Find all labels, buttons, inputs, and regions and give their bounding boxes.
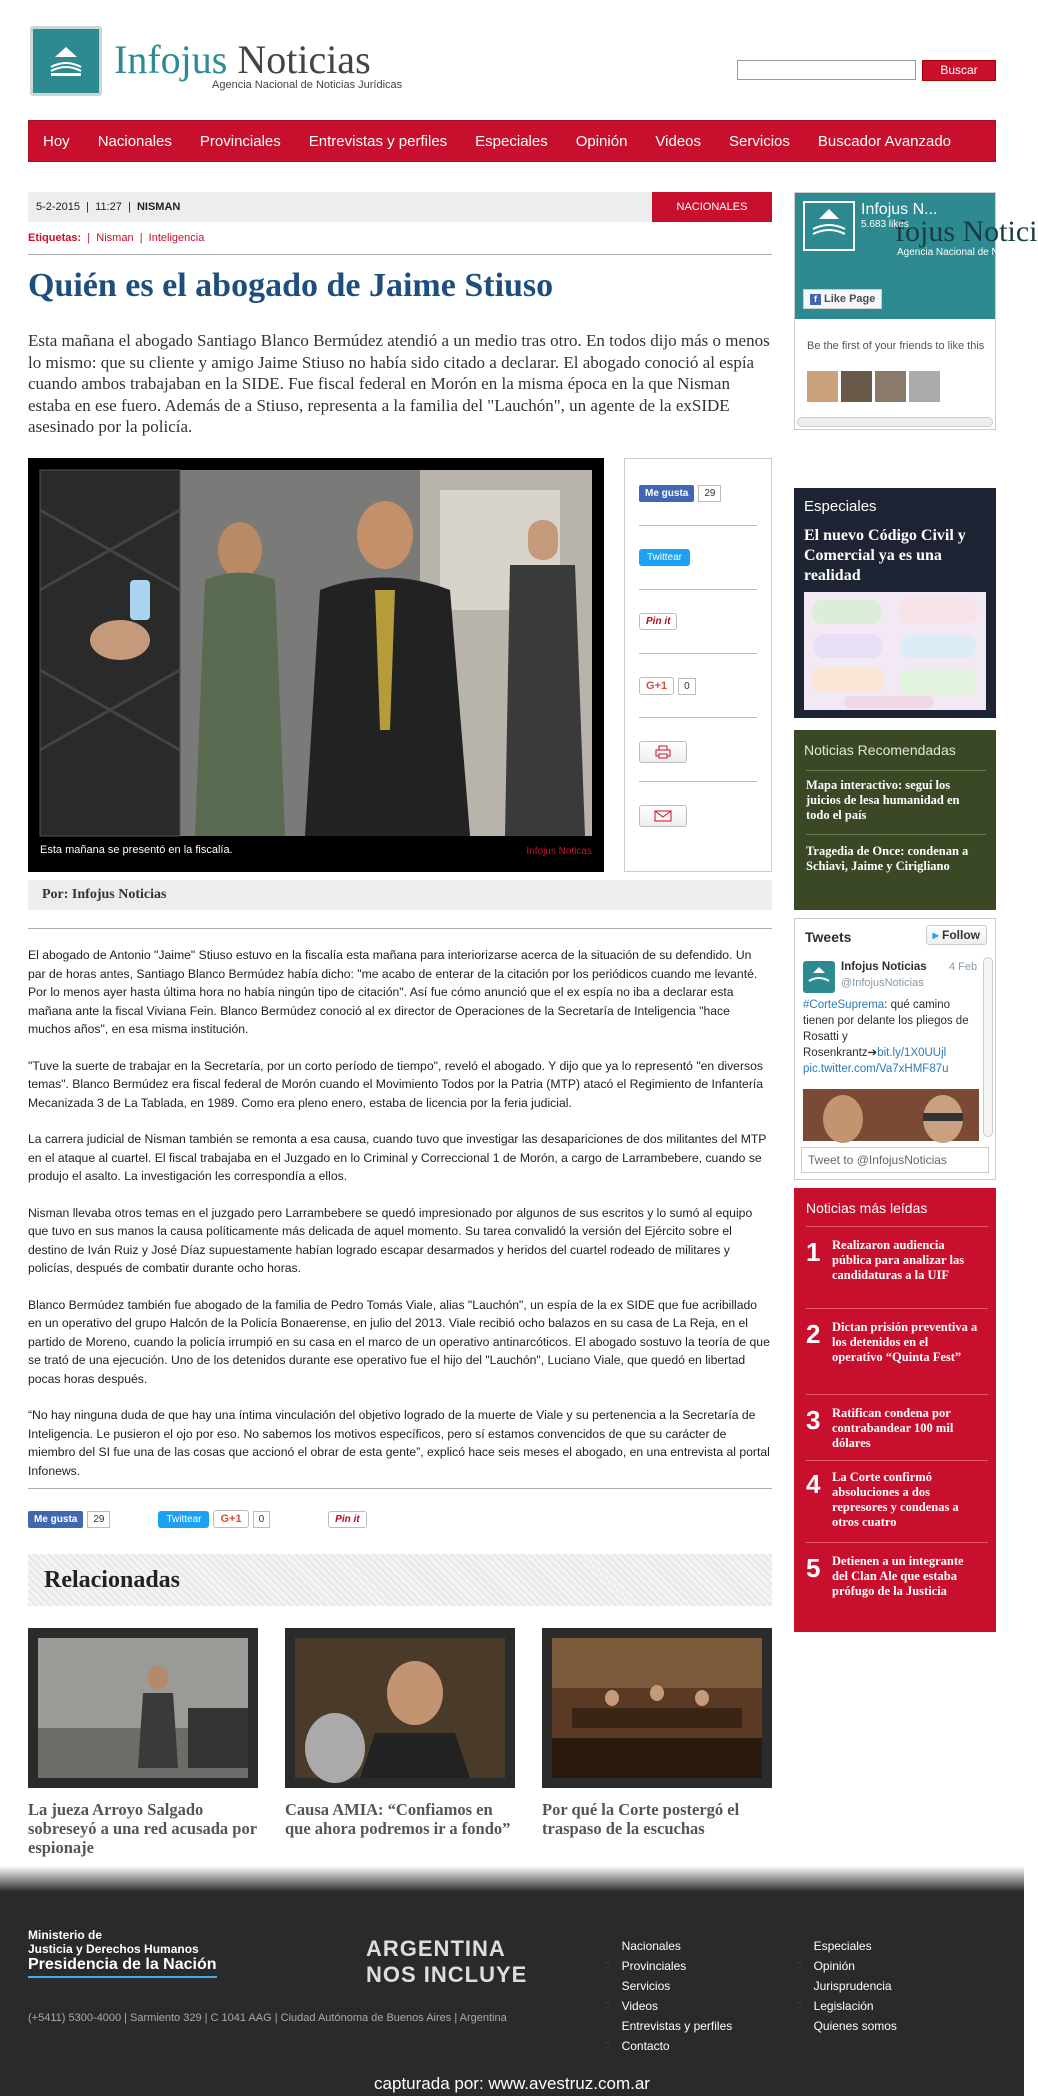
pinterest-button[interactable]: Pin it: [639, 613, 677, 630]
most-read-widget: [794, 1188, 996, 1632]
especiales-headline[interactable]: El nuevo Código Civil y Comercial ya es una realidad: [804, 527, 966, 584]
divider: [806, 1226, 988, 1227]
divider: [639, 781, 757, 782]
article-photo[interactable]: [40, 470, 592, 836]
footer-link[interactable]: [796, 1956, 897, 1976]
twitter-widget-title: Tweets: [805, 929, 852, 945]
nav-item[interactable]: Especiales: [475, 132, 548, 150]
photo-caption: Esta mañana se presentó en la fiscalía.: [40, 844, 233, 856]
bullet-icon: ::: [796, 1980, 802, 1991]
nav-item[interactable]: Servicios: [729, 132, 790, 150]
photo-credit: Infojus Noticas: [526, 846, 592, 857]
article-paragraph: La carrera judicial de Nisman también se remonta a esa causa, cuando tuvo que investigar las desapariciones de dos militantes del MTP en el ataque al cuartel. El fiscal trabajaba en el Juzgado en lo Criminal y Correccional 1 de Morón, a cargo de Larrambebere, cuando se produjo el asalto. La investigación les correspondía a ellos.: [28, 1132, 767, 1183]
nav-item[interactable]: Buscador Avanzado: [817, 132, 952, 150]
ministry-logo[interactable]: [28, 1928, 199, 1956]
bullet-icon: ::: [796, 2000, 802, 2011]
fan-avatar[interactable]: [841, 371, 872, 402]
print-button[interactable]: [639, 741, 687, 763]
most-read-title: Noticias más leídas: [806, 1200, 928, 1216]
facebook-page-likes: 5.683 likes: [861, 219, 909, 230]
ministry-line: Justicia y Derechos Humanos: [28, 1942, 199, 1956]
google-plus-button[interactable]: G+1: [213, 1510, 248, 1528]
tweet-photo[interactable]: [803, 1089, 979, 1141]
tweet-avatar[interactable]: [803, 961, 835, 993]
footer-link[interactable]: [796, 1936, 897, 1956]
fan-avatar[interactable]: [807, 371, 838, 402]
most-read-rank: 4: [806, 1469, 821, 1499]
nav-item[interactable]: Provinciales: [199, 132, 281, 150]
envelope-icon: [654, 810, 672, 822]
related-title[interactable]: La jueza Arroyo Salgado sobreseyó a una red acusada por espionaje: [28, 1800, 257, 1857]
facebook-cover-subtitle: Agencia Nacional de Notic: [897, 247, 1015, 258]
related-item[interactable]: [285, 1628, 515, 1838]
bullet-icon: ::: [604, 1960, 610, 1971]
article-tags: Etiquetas: | Nisman | Inteligencia: [28, 232, 205, 244]
footer-link-label: Entrevistas y perfiles: [621, 2019, 733, 2033]
footer-link[interactable]: [796, 1996, 897, 2016]
nav-item[interactable]: Opinión: [575, 132, 628, 150]
footer-link-label: Servicios: [621, 1979, 671, 1993]
fan-avatar[interactable]: [875, 371, 906, 402]
divider: [806, 1308, 988, 1309]
email-share: [639, 805, 687, 827]
nav-item[interactable]: Entrevistas y perfiles: [308, 132, 448, 150]
google-plus-count: 0: [678, 678, 696, 695]
article-paragraph: “No hay ninguna duda de que hay una íntima vinculación del objetivo logrado de la muerte de Viale y su pertenencia a la Secretaría de Inteligencia. Le pusieron el ojo por eso. No sabemos los motivos específicos, pero sí estamos convencidos de que su carácter de miembro del SI fue una de las cosas que accionó el obrar de esta gente”, explicó hace seis meses el abogado, en una entrevista al portal Infonews.: [28, 1408, 770, 1478]
facebook-page-name[interactable]: Infojus N...: [861, 201, 938, 218]
divider: [639, 525, 757, 526]
argentina-line: ARGENTINA: [366, 1936, 506, 1961]
tweet-body: : qué camino tienen por delante los pliegos de Rosatti y Rosenkrantz➔: [803, 999, 969, 1059]
twitter-bird-icon: ▸: [932, 928, 939, 942]
most-read-item[interactable]: [806, 1238, 988, 1283]
bullet-icon: ::: [796, 1960, 802, 1971]
tweet-link[interactable]: bit.ly/1X0UUjl: [877, 1047, 947, 1059]
footer-link-label: Nacionales: [621, 1939, 681, 1953]
nav-item[interactable]: Videos: [655, 132, 702, 150]
site-logo[interactable]: [30, 26, 102, 96]
facebook-icon: f: [810, 294, 821, 305]
facebook-cover[interactable]: [795, 193, 1038, 319]
twitter-follow-button[interactable]: [926, 925, 987, 945]
facebook-page-widget: [794, 192, 1038, 430]
article-kicker: NISMAN: [136, 201, 181, 213]
especiales-title: Especiales: [804, 498, 877, 515]
footer-gradient: [0, 1866, 1024, 1892]
facebook-like-page-label: Like Page: [824, 293, 876, 305]
section-badge[interactable]: NACIONALES: [652, 192, 772, 222]
facebook-like-page-button[interactable]: [803, 289, 882, 309]
related-thumbnail[interactable]: [285, 1628, 515, 1788]
related-title[interactable]: Causa AMIA: “Confiamos en que ahora podremos ir a fondo”: [285, 1800, 511, 1838]
most-read-text[interactable]: La Corte confirmó absoluciones a dos represores y condenas a otros cuatro: [832, 1470, 959, 1529]
twitter-follow-label: Follow: [942, 928, 980, 942]
tweet-media-link[interactable]: pic.twitter.com/Va7xHMF87u: [803, 1063, 949, 1075]
site-title-part: Infojus: [114, 37, 228, 82]
footer-links-col2: [796, 1936, 897, 2036]
most-read-text[interactable]: Ratifican condena por contrabandear 100 mil dólares: [832, 1406, 954, 1450]
facebook-like-count: 29: [698, 485, 721, 502]
divider: [28, 928, 772, 929]
fan-avatar[interactable]: [909, 371, 940, 402]
related-thumbnail[interactable]: [542, 1628, 772, 1788]
most-read-item[interactable]: [806, 1554, 988, 1599]
divider: [639, 717, 757, 718]
footer-link-label: Jurisprudencia: [813, 1979, 892, 1993]
divider: [639, 589, 757, 590]
facebook-cover-title: fojus Notici: [895, 215, 1038, 248]
tweet-author[interactable]: Infojus Noticias: [841, 961, 927, 973]
site-title-part: Noticias: [237, 37, 371, 82]
footer-link[interactable]: [796, 2016, 897, 2036]
main-nav: [28, 120, 996, 162]
most-read-text[interactable]: Dictan prisión preventiva a los detenidos en el operativo “Quinta Fest”: [832, 1320, 978, 1364]
bullet-icon: ::: [604, 1940, 610, 1951]
most-read-rank: 1: [806, 1237, 821, 1267]
google-plus-button[interactable]: G+1: [639, 677, 674, 695]
footer-link[interactable]: [604, 2016, 732, 2036]
horizontal-scrollbar[interactable]: [797, 417, 993, 427]
related-item[interactable]: [542, 1628, 772, 1838]
vertical-scrollbar[interactable]: [983, 957, 993, 1137]
google-plus-count: 0: [253, 1511, 271, 1528]
email-button[interactable]: [639, 805, 687, 827]
twitter-widget: [794, 918, 996, 1180]
most-read-rank: 2: [806, 1319, 821, 1349]
google-plus-share: [639, 677, 696, 695]
divider: [806, 770, 986, 771]
most-read-item[interactable]: [806, 1320, 988, 1365]
bullet-icon: ::: [796, 2020, 802, 2031]
article-time: 11:27: [95, 201, 122, 213]
facebook-fan-faces: [807, 371, 940, 402]
recommended-title: Noticias Recomendadas: [804, 742, 956, 758]
search-input[interactable]: [737, 60, 916, 80]
twitter-share: [639, 549, 690, 566]
facebook-like: [639, 485, 721, 502]
bullet-icon: ::: [796, 1940, 802, 1951]
article-paragraph: Blanco Bermúdez también fue abogado de la familia de Pedro Tomás Viale, alias "Lauchón", un espía de la ex SIDE que fue acribillado en un operativo del grupo Halcón de la Policía Bonaerense, en julio del 2013. Viale recibió ocho balazos en su casa de La Reja, en el partido de Moreno, cuando la policía irrumpió en su casa en el marco de un operativo antinarcóticos. El abogado sostuvo la teoría de que se trató de una ejecución. Uno de los detenidos durante ese operativo fue el hijo del "Lauchón", Luciano Viale, que quedó en libertad pocas horas después.: [28, 1297, 770, 1386]
footer-link-label: Videos: [621, 1999, 659, 2013]
tag-link[interactable]: Inteligencia: [148, 232, 205, 244]
article-date: 5-2-2015: [36, 201, 81, 213]
facebook-like-button[interactable]: Me gusta: [28, 1511, 83, 1528]
divider: [639, 653, 757, 654]
most-read-item[interactable]: [806, 1406, 988, 1451]
article-body: [28, 946, 772, 1498]
footer-link[interactable]: [796, 1976, 897, 1996]
book-icon: [47, 45, 85, 77]
twitter-share-button[interactable]: Twittear: [639, 549, 690, 566]
ministry-line: Ministerio de: [28, 1928, 103, 1942]
tweet-to-input[interactable]: Tweet to @InfojusNoticias: [801, 1147, 989, 1173]
footer-link[interactable]: [604, 1996, 732, 2016]
bullet-icon: ::: [604, 2040, 610, 2051]
site-subtitle: Agencia Nacional de Noticias Jurídicas: [212, 79, 403, 91]
tweet-text: [803, 997, 979, 1077]
divider: [806, 1460, 988, 1461]
footer-link-label: Legislación: [813, 1999, 874, 2013]
footer-link-label: Opinión: [813, 1959, 855, 1973]
bullet-icon: ::: [604, 1980, 610, 1991]
article-title: Quién es el abogado de Jaime Stiuso: [28, 267, 554, 304]
tags-label: Etiquetas:: [28, 232, 82, 244]
tag-link[interactable]: Nisman: [96, 232, 134, 244]
footer-link-label: Provinciales: [621, 1959, 687, 1973]
nav-item[interactable]: Nacionales: [97, 132, 172, 150]
footer-link[interactable]: [604, 1956, 732, 1976]
article-lead: Esta mañana el abogado Santiago Blanco Bermúdez atendió a un medio tras otro. En todos dijo más o menos lo mismo: que su cliente y amigo Jaime Stiuso no había sido citado a declarar. El abogado conoció al espía cuando ambos trabajaban en la SIDE. Fue fiscal federal en Morón en la misma época en la que Nisman estaba en ese fuero. Además de a Stiuso, representa a la familia del "Lauchón", un agente de la exSIDE asesinado por la policía.: [28, 331, 770, 436]
argentina-logo[interactable]: [366, 1936, 527, 1988]
divider: [806, 834, 986, 835]
nav-item[interactable]: Hoy: [43, 132, 70, 150]
footer-link-label: Contacto: [621, 2039, 670, 2053]
tweet-date[interactable]: 4 Feb: [949, 961, 978, 973]
pinterest-share: [639, 613, 677, 630]
pinterest-button[interactable]: Pin it: [328, 1511, 366, 1528]
capture-watermark: capturada por: www.avestruz.com.ar: [374, 2074, 650, 2093]
footer-link[interactable]: [604, 2036, 732, 2056]
article-meta: 5-2-2015 | 11:27 | NISMAN: [28, 192, 652, 222]
divider: [806, 1394, 988, 1395]
tweet-hashtag[interactable]: #CorteSuprema: [803, 999, 885, 1011]
most-read-rank: 3: [806, 1405, 821, 1435]
recommended-widget: [794, 730, 996, 910]
most-read-item[interactable]: [806, 1470, 988, 1530]
site-footer: [0, 1892, 1024, 2096]
facebook-like-count: 29: [87, 1511, 110, 1528]
related-header: Relacionadas: [28, 1554, 772, 1606]
related-item[interactable]: [28, 1628, 258, 1857]
facebook-page-logo[interactable]: [803, 201, 855, 251]
share-box: [624, 458, 772, 872]
recommended-item[interactable]: Tragedia de Once: condenan a Schiavi, Jaime y Cirigliano: [806, 844, 969, 873]
bottom-share-row: [28, 1510, 367, 1528]
presidency-logo[interactable]: Presidencia de la Nación: [28, 1956, 217, 1978]
book-icon: [805, 203, 853, 249]
most-read-text[interactable]: Detienen a un integrante del Clan Ale que estaba prófugo de la Justicia: [832, 1554, 964, 1598]
especiales-image[interactable]: [804, 592, 986, 710]
print-share: [639, 741, 687, 763]
book-icon: [803, 961, 835, 993]
footer-link[interactable]: [604, 1936, 732, 1956]
article-paragraph: El abogado de Antonio "Jaime" Stiuso estuvo en la fiscalía esta mañana para interiorizarse acerca de la situación de su defendido. Un par de horas antes, Santiago Blanco Bermúdez había dicho: "me acabo de enterar de la citación por los periódicos cuando me levanté. Por lo menos ayer hasta última hora no había ningún tipo de citación". Así fue cómo anunció que el ex espía no iba a declarar esta mañana ante la fiscal Viviana Fein. Blanco Bermúdez conoció al ex director de Operaciones de la Secretaría de Inteligencia "hace muchos años", en esa misma institución.: [28, 948, 758, 1036]
facebook-friends-text: Be the first of your friends to like this: [807, 340, 985, 352]
article-author: Por: Infojus Noticias: [28, 880, 772, 910]
tweet-handle[interactable]: @InfojusNoticias: [841, 977, 924, 989]
footer-link[interactable]: [604, 1976, 732, 1996]
printer-icon: [655, 745, 671, 759]
facebook-like-button[interactable]: Me gusta: [639, 485, 694, 502]
related-thumbnail[interactable]: [28, 1628, 258, 1788]
site-title[interactable]: [114, 36, 371, 83]
twitter-share-button[interactable]: Twittear: [158, 1511, 209, 1528]
related-title[interactable]: Por qué la Corte postergó el traspaso de la escuchas: [542, 1800, 740, 1838]
footer-address: (+5411) 5300-4000 | Sarmiento 329 | C 1041 AAG | Ciudad Autónoma de Buenos Aires | Argentina: [28, 2012, 507, 2024]
bullet-icon: ::: [604, 2000, 610, 2011]
footer-link-label: Quienes somos: [813, 2019, 897, 2033]
divider: [806, 1542, 988, 1543]
especiales-widget: [794, 488, 996, 718]
search-button[interactable]: Buscar: [922, 60, 996, 81]
article-paragraph: Nisman llevaba otros temas en el juzgado pero Larrambebere se quedó impresionado por algunos de sus escritos y lo sumó al equipo que tuvo en sus manos la causa políticamente más delicada de aquel momento. Su tarea convalidó la versión del Ejército sobre el destino de Iván Ruiz y José Díaz supuestamente habían logrado escapar desarmados y heridos del cuartel rodeado de militares y policías, después de combatir durante ocho horas.: [28, 1205, 753, 1275]
divider: [28, 1488, 772, 1489]
footer-links-col1: [604, 1936, 732, 2056]
divider: [28, 254, 772, 255]
bullet-icon: ::: [604, 2020, 610, 2031]
most-read-text[interactable]: Realizaron audiencia pública para analizar las candidaturas a la UIF: [832, 1238, 965, 1282]
argentina-line: NOS INCLUYE: [366, 1962, 528, 1987]
article-photo-frame: [28, 458, 604, 872]
footer-link-label: Especiales: [813, 1939, 872, 1953]
article-paragraph: "Tuve la suerte de trabajar en la Secretaría, por un corto período de tiempo", reveló el abogado. Y dijo que ya lo representó "en diversos temas". Blanco Bermúdez era fiscal federal de Morón cuando el Movimiento Todos por la Patria (MTP) atacó el Regimiento de Infantería Mecanizada 3 de La Tablada, en 1989. Como era pleno enero, estaba de licencia por la feria judicial.: [28, 1058, 764, 1110]
recommended-item[interactable]: Mapa interactivo: seguí los juicios de lesa humanidad en todo el país: [806, 778, 960, 822]
most-read-rank: 5: [806, 1553, 821, 1583]
